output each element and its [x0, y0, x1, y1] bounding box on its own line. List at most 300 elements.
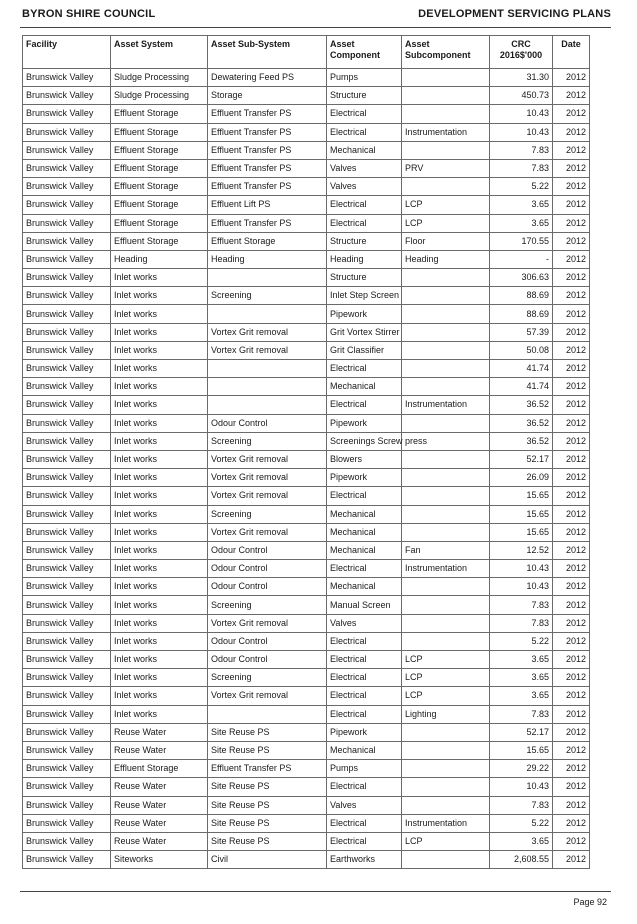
- cell-crc: 36.52: [490, 432, 553, 450]
- cell-crc: 5.22: [490, 814, 553, 832]
- cell-facility: Brunswick Valley: [23, 396, 111, 414]
- cell-facility: Brunswick Valley: [23, 832, 111, 850]
- cell-facility: Brunswick Valley: [23, 487, 111, 505]
- cell-facility: Brunswick Valley: [23, 760, 111, 778]
- cell-date: 2012: [553, 141, 590, 159]
- cell-asset-component: Electrical: [327, 832, 402, 850]
- cell-date: 2012: [553, 741, 590, 759]
- cell-crc: 57.39: [490, 323, 553, 341]
- table-row: [23, 378, 590, 396]
- cell-asset-subcomponent: Heading: [402, 250, 490, 268]
- cell-asset-subcomponent: [402, 87, 490, 105]
- cell-crc: 41.74: [490, 378, 553, 396]
- table-row: [23, 687, 590, 705]
- cell-date: 2012: [553, 214, 590, 232]
- table-row: [23, 250, 590, 268]
- cell-asset-component: Mechanical: [327, 141, 402, 159]
- cell-asset-subcomponent: [402, 69, 490, 87]
- cell-asset-subcomponent: [402, 760, 490, 778]
- cell-asset-component: Mechanical: [327, 541, 402, 559]
- cell-asset-component: Electrical: [327, 360, 402, 378]
- cell-asset-subsystem: Odour Control: [208, 578, 327, 596]
- cell-asset-subcomponent: [402, 796, 490, 814]
- cell-date: 2012: [553, 723, 590, 741]
- cell-crc: 2,608.55: [490, 851, 553, 869]
- cell-asset-subsystem: Effluent Transfer PS: [208, 178, 327, 196]
- cell-crc: 10.43: [490, 123, 553, 141]
- cell-asset-system: Reuse Water: [111, 741, 208, 759]
- cell-crc: 10.43: [490, 560, 553, 578]
- table-row: [23, 123, 590, 141]
- cell-date: 2012: [553, 651, 590, 669]
- cell-asset-system: Effluent Storage: [111, 159, 208, 177]
- cell-asset-system: Inlet works: [111, 651, 208, 669]
- cell-asset-system: Reuse Water: [111, 796, 208, 814]
- table-row: [23, 141, 590, 159]
- cell-facility: Brunswick Valley: [23, 560, 111, 578]
- cell-asset-component: Electrical: [327, 669, 402, 687]
- cell-asset-subcomponent: [402, 360, 490, 378]
- cell-asset-system: Inlet works: [111, 487, 208, 505]
- cell-asset-component: Pipework: [327, 469, 402, 487]
- cell-date: 2012: [553, 814, 590, 832]
- cell-asset-subcomponent: [402, 487, 490, 505]
- cell-crc: 36.52: [490, 396, 553, 414]
- cell-asset-component: Electrical: [327, 814, 402, 832]
- cell-asset-component: Screenings Screw press: [327, 432, 402, 450]
- cell-asset-component: Valves: [327, 614, 402, 632]
- cell-facility: Brunswick Valley: [23, 105, 111, 123]
- cell-facility: Brunswick Valley: [23, 614, 111, 632]
- cell-asset-system: Inlet works: [111, 578, 208, 596]
- cell-asset-component: Grit Classifier: [327, 341, 402, 359]
- cell-asset-subsystem: Vortex Grit removal: [208, 341, 327, 359]
- cell-date: 2012: [553, 669, 590, 687]
- cell-asset-system: Inlet works: [111, 414, 208, 432]
- cell-asset-subsystem: Odour Control: [208, 560, 327, 578]
- cell-asset-system: Inlet works: [111, 360, 208, 378]
- cell-asset-system: Heading: [111, 250, 208, 268]
- cell-date: 2012: [553, 632, 590, 650]
- cell-facility: Brunswick Valley: [23, 214, 111, 232]
- cell-asset-subsystem: Site Reuse PS: [208, 814, 327, 832]
- organization-name: BYRON SHIRE COUNCIL: [22, 8, 156, 20]
- cell-asset-component: Pipework: [327, 414, 402, 432]
- page-number: Page 92: [573, 897, 607, 907]
- cell-asset-subsystem: Storage: [208, 87, 327, 105]
- cell-asset-component: Structure: [327, 232, 402, 250]
- cell-asset-subcomponent: [402, 741, 490, 759]
- page-header: [22, 8, 611, 24]
- cell-asset-component: Pipework: [327, 305, 402, 323]
- cell-asset-subcomponent: LCP: [402, 196, 490, 214]
- table-row: [23, 323, 590, 341]
- cell-date: 2012: [553, 87, 590, 105]
- cell-asset-subsystem: [208, 378, 327, 396]
- cell-asset-subcomponent: [402, 469, 490, 487]
- col-asset-subsystem: Asset Sub-System: [208, 36, 327, 69]
- cell-date: 2012: [553, 560, 590, 578]
- table-body: [23, 69, 590, 869]
- cell-crc: 52.17: [490, 450, 553, 468]
- cell-date: 2012: [553, 69, 590, 87]
- cell-date: 2012: [553, 123, 590, 141]
- cell-asset-component: Structure: [327, 87, 402, 105]
- cell-crc: -: [490, 250, 553, 268]
- table-row: [23, 669, 590, 687]
- table-row: [23, 432, 590, 450]
- table-row: [23, 614, 590, 632]
- table-row: [23, 396, 590, 414]
- table-row: [23, 651, 590, 669]
- cell-date: 2012: [553, 832, 590, 850]
- cell-crc: 7.83: [490, 159, 553, 177]
- table-row: [23, 505, 590, 523]
- cell-asset-subsystem: Vortex Grit removal: [208, 469, 327, 487]
- cell-facility: Brunswick Valley: [23, 269, 111, 287]
- cell-asset-component: Electrical: [327, 778, 402, 796]
- cell-crc: 12.52: [490, 541, 553, 559]
- cell-asset-subcomponent: [402, 578, 490, 596]
- cell-asset-subcomponent: LCP: [402, 832, 490, 850]
- cell-asset-component: Heading: [327, 250, 402, 268]
- cell-asset-subcomponent: Instrumentation: [402, 396, 490, 414]
- cell-asset-subcomponent: [402, 269, 490, 287]
- table-row: [23, 814, 590, 832]
- cell-facility: Brunswick Valley: [23, 814, 111, 832]
- col-asset-system: Asset System: [111, 36, 208, 69]
- cell-asset-subsystem: Site Reuse PS: [208, 796, 327, 814]
- cell-asset-component: Electrical: [327, 651, 402, 669]
- cell-asset-subsystem: Vortex Grit removal: [208, 687, 327, 705]
- cell-asset-subsystem: Effluent Transfer PS: [208, 123, 327, 141]
- cell-asset-subcomponent: [402, 141, 490, 159]
- cell-asset-subcomponent: [402, 614, 490, 632]
- cell-crc: 306.63: [490, 269, 553, 287]
- cell-asset-system: Siteworks: [111, 851, 208, 869]
- cell-asset-component: Mechanical: [327, 578, 402, 596]
- cell-asset-subsystem: Site Reuse PS: [208, 832, 327, 850]
- cell-asset-subsystem: Effluent Storage: [208, 232, 327, 250]
- cell-crc: 5.22: [490, 632, 553, 650]
- cell-asset-subcomponent: [402, 723, 490, 741]
- cell-asset-subsystem: Effluent Transfer PS: [208, 214, 327, 232]
- table-row: [23, 269, 590, 287]
- cell-asset-system: Inlet works: [111, 632, 208, 650]
- cell-asset-system: Inlet works: [111, 596, 208, 614]
- cell-asset-component: Pumps: [327, 69, 402, 87]
- cell-crc: 170.55: [490, 232, 553, 250]
- cell-date: 2012: [553, 578, 590, 596]
- cell-date: 2012: [553, 796, 590, 814]
- cell-facility: Brunswick Valley: [23, 651, 111, 669]
- cell-asset-subsystem: Odour Control: [208, 541, 327, 559]
- cell-date: 2012: [553, 432, 590, 450]
- cell-asset-subsystem: Odour Control: [208, 414, 327, 432]
- cell-date: 2012: [553, 487, 590, 505]
- cell-asset-subcomponent: LCP: [402, 669, 490, 687]
- cell-crc: 15.65: [490, 523, 553, 541]
- cell-facility: Brunswick Valley: [23, 541, 111, 559]
- table-row: [23, 832, 590, 850]
- cell-asset-system: Reuse Water: [111, 723, 208, 741]
- cell-crc: 31.30: [490, 69, 553, 87]
- cell-asset-component: Earthworks: [327, 851, 402, 869]
- cell-date: 2012: [553, 396, 590, 414]
- table-row: [23, 578, 590, 596]
- cell-asset-system: Effluent Storage: [111, 196, 208, 214]
- cell-date: 2012: [553, 287, 590, 305]
- cell-asset-subcomponent: Fan: [402, 541, 490, 559]
- cell-date: 2012: [553, 450, 590, 468]
- cell-asset-system: Reuse Water: [111, 832, 208, 850]
- cell-asset-subcomponent: [402, 323, 490, 341]
- cell-asset-subsystem: Vortex Grit removal: [208, 614, 327, 632]
- cell-asset-system: Effluent Storage: [111, 214, 208, 232]
- cell-facility: Brunswick Valley: [23, 705, 111, 723]
- cell-asset-subcomponent: [402, 505, 490, 523]
- cell-asset-system: Inlet works: [111, 523, 208, 541]
- cell-asset-subsystem: Screening: [208, 287, 327, 305]
- cell-asset-system: Inlet works: [111, 541, 208, 559]
- cell-asset-subsystem: Site Reuse PS: [208, 741, 327, 759]
- cell-asset-subsystem: Screening: [208, 432, 327, 450]
- cell-date: 2012: [553, 323, 590, 341]
- table-row: [23, 541, 590, 559]
- cell-date: 2012: [553, 687, 590, 705]
- cell-asset-subsystem: Site Reuse PS: [208, 723, 327, 741]
- cell-facility: Brunswick Valley: [23, 414, 111, 432]
- cell-asset-system: Inlet works: [111, 305, 208, 323]
- cell-facility: Brunswick Valley: [23, 596, 111, 614]
- cell-asset-system: Inlet works: [111, 687, 208, 705]
- cell-facility: Brunswick Valley: [23, 250, 111, 268]
- cell-facility: Brunswick Valley: [23, 432, 111, 450]
- cell-crc: 10.43: [490, 578, 553, 596]
- cell-date: 2012: [553, 596, 590, 614]
- cell-crc: 3.65: [490, 832, 553, 850]
- cell-asset-system: Inlet works: [111, 669, 208, 687]
- cell-crc: 7.83: [490, 796, 553, 814]
- cell-asset-component: Valves: [327, 178, 402, 196]
- cell-crc: 41.74: [490, 360, 553, 378]
- cell-asset-system: Inlet works: [111, 505, 208, 523]
- footer-divider: [20, 891, 611, 892]
- cell-facility: Brunswick Valley: [23, 687, 111, 705]
- cell-date: 2012: [553, 305, 590, 323]
- table-row: [23, 523, 590, 541]
- table-row: [23, 596, 590, 614]
- cell-crc: 7.83: [490, 614, 553, 632]
- cell-asset-subsystem: Screening: [208, 596, 327, 614]
- table-row: [23, 159, 590, 177]
- cell-asset-component: Blowers: [327, 450, 402, 468]
- col-date: Date: [553, 36, 590, 69]
- cell-asset-subcomponent: Instrumentation: [402, 560, 490, 578]
- cell-facility: Brunswick Valley: [23, 450, 111, 468]
- cell-facility: Brunswick Valley: [23, 578, 111, 596]
- table-row: [23, 487, 590, 505]
- cell-asset-subsystem: [208, 705, 327, 723]
- cell-facility: Brunswick Valley: [23, 741, 111, 759]
- cell-asset-system: Inlet works: [111, 705, 208, 723]
- cell-asset-system: Inlet works: [111, 323, 208, 341]
- cell-facility: Brunswick Valley: [23, 287, 111, 305]
- cell-date: 2012: [553, 196, 590, 214]
- table-row: [23, 560, 590, 578]
- table-row: [23, 178, 590, 196]
- cell-date: 2012: [553, 341, 590, 359]
- cell-facility: Brunswick Valley: [23, 305, 111, 323]
- cell-asset-subsystem: Odour Control: [208, 651, 327, 669]
- col-facility: Facility: [23, 36, 111, 69]
- document-title: DEVELOPMENT SERVICING PLANS: [418, 8, 611, 20]
- cell-asset-subcomponent: [402, 305, 490, 323]
- cell-crc: 7.83: [490, 141, 553, 159]
- table-row: [23, 305, 590, 323]
- cell-crc: 7.83: [490, 705, 553, 723]
- cell-date: 2012: [553, 541, 590, 559]
- cell-asset-system: Reuse Water: [111, 778, 208, 796]
- cell-date: 2012: [553, 250, 590, 268]
- cell-asset-subsystem: Vortex Grit removal: [208, 523, 327, 541]
- cell-facility: Brunswick Valley: [23, 323, 111, 341]
- cell-date: 2012: [553, 523, 590, 541]
- table-row: [23, 69, 590, 87]
- cell-asset-subcomponent: LCP: [402, 214, 490, 232]
- cell-asset-component: Electrical: [327, 560, 402, 578]
- col-asset-component: Asset Component: [327, 36, 402, 69]
- cell-date: 2012: [553, 705, 590, 723]
- table-row: [23, 851, 590, 869]
- cell-asset-subcomponent: [402, 778, 490, 796]
- cell-facility: Brunswick Valley: [23, 669, 111, 687]
- cell-facility: Brunswick Valley: [23, 778, 111, 796]
- cell-crc: 52.17: [490, 723, 553, 741]
- table-row: [23, 760, 590, 778]
- cell-asset-system: Inlet works: [111, 287, 208, 305]
- cell-asset-component: Electrical: [327, 105, 402, 123]
- cell-asset-component: Electrical: [327, 705, 402, 723]
- cell-asset-component: Electrical: [327, 632, 402, 650]
- cell-date: 2012: [553, 778, 590, 796]
- table-row: [23, 723, 590, 741]
- cell-asset-subcomponent: Instrumentation: [402, 123, 490, 141]
- cell-asset-subsystem: [208, 269, 327, 287]
- table-row: [23, 360, 590, 378]
- cell-asset-component: Pumps: [327, 760, 402, 778]
- cell-crc: 88.69: [490, 287, 553, 305]
- cell-asset-subsystem: Dewatering Feed PS: [208, 69, 327, 87]
- cell-facility: Brunswick Valley: [23, 341, 111, 359]
- cell-facility: Brunswick Valley: [23, 87, 111, 105]
- cell-asset-system: Inlet works: [111, 469, 208, 487]
- cell-asset-component: Electrical: [327, 396, 402, 414]
- cell-asset-subcomponent: LCP: [402, 651, 490, 669]
- cell-facility: Brunswick Valley: [23, 796, 111, 814]
- cell-asset-subcomponent: [402, 851, 490, 869]
- cell-asset-component: Electrical: [327, 123, 402, 141]
- cell-crc: 29.22: [490, 760, 553, 778]
- cell-asset-component: Mechanical: [327, 741, 402, 759]
- cell-asset-system: Effluent Storage: [111, 178, 208, 196]
- cell-asset-component: Electrical: [327, 214, 402, 232]
- asset-table: [22, 35, 590, 869]
- cell-facility: Brunswick Valley: [23, 360, 111, 378]
- header-divider: [20, 27, 611, 28]
- cell-crc: 3.65: [490, 687, 553, 705]
- cell-facility: Brunswick Valley: [23, 378, 111, 396]
- cell-date: 2012: [553, 269, 590, 287]
- cell-asset-subcomponent: Floor: [402, 232, 490, 250]
- cell-asset-subcomponent: [402, 414, 490, 432]
- cell-crc: 15.65: [490, 505, 553, 523]
- cell-crc: 15.65: [490, 741, 553, 759]
- cell-asset-system: Inlet works: [111, 341, 208, 359]
- table-header: [23, 36, 590, 69]
- cell-facility: Brunswick Valley: [23, 178, 111, 196]
- cell-asset-system: Effluent Storage: [111, 123, 208, 141]
- cell-date: 2012: [553, 614, 590, 632]
- cell-crc: 10.43: [490, 105, 553, 123]
- cell-asset-subcomponent: [402, 523, 490, 541]
- cell-crc: 3.65: [490, 214, 553, 232]
- cell-asset-subsystem: Civil: [208, 851, 327, 869]
- cell-asset-system: Inlet works: [111, 432, 208, 450]
- cell-asset-subcomponent: [402, 105, 490, 123]
- cell-date: 2012: [553, 178, 590, 196]
- cell-asset-subsystem: Screening: [208, 505, 327, 523]
- cell-asset-system: Sludge Processing: [111, 87, 208, 105]
- cell-asset-subsystem: [208, 396, 327, 414]
- cell-asset-system: Effluent Storage: [111, 105, 208, 123]
- table-row: [23, 705, 590, 723]
- cell-crc: 50.08: [490, 341, 553, 359]
- cell-asset-component: Mechanical: [327, 378, 402, 396]
- cell-asset-subsystem: Effluent Lift PS: [208, 196, 327, 214]
- cell-date: 2012: [553, 851, 590, 869]
- cell-asset-subsystem: [208, 305, 327, 323]
- cell-asset-component: Mechanical: [327, 505, 402, 523]
- cell-facility: Brunswick Valley: [23, 141, 111, 159]
- cell-asset-subcomponent: [402, 378, 490, 396]
- cell-asset-subsystem: Effluent Transfer PS: [208, 105, 327, 123]
- table-row: [23, 450, 590, 468]
- cell-asset-subcomponent: PRV: [402, 159, 490, 177]
- table-row: [23, 741, 590, 759]
- cell-asset-component: Grit Vortex Stirrer: [327, 323, 402, 341]
- cell-asset-subcomponent: [402, 341, 490, 359]
- cell-asset-system: Inlet works: [111, 378, 208, 396]
- table-row: [23, 796, 590, 814]
- cell-facility: Brunswick Valley: [23, 123, 111, 141]
- cell-crc: 36.52: [490, 414, 553, 432]
- cell-asset-subsystem: [208, 360, 327, 378]
- cell-facility: Brunswick Valley: [23, 632, 111, 650]
- cell-asset-subsystem: Vortex Grit removal: [208, 450, 327, 468]
- cell-asset-subcomponent: [402, 596, 490, 614]
- cell-asset-subcomponent: Instrumentation: [402, 814, 490, 832]
- cell-asset-subcomponent: [402, 450, 490, 468]
- cell-asset-component: Structure: [327, 269, 402, 287]
- cell-date: 2012: [553, 760, 590, 778]
- cell-date: 2012: [553, 505, 590, 523]
- cell-crc: 5.22: [490, 178, 553, 196]
- cell-facility: Brunswick Valley: [23, 69, 111, 87]
- table-row: [23, 214, 590, 232]
- table-row: [23, 87, 590, 105]
- cell-date: 2012: [553, 105, 590, 123]
